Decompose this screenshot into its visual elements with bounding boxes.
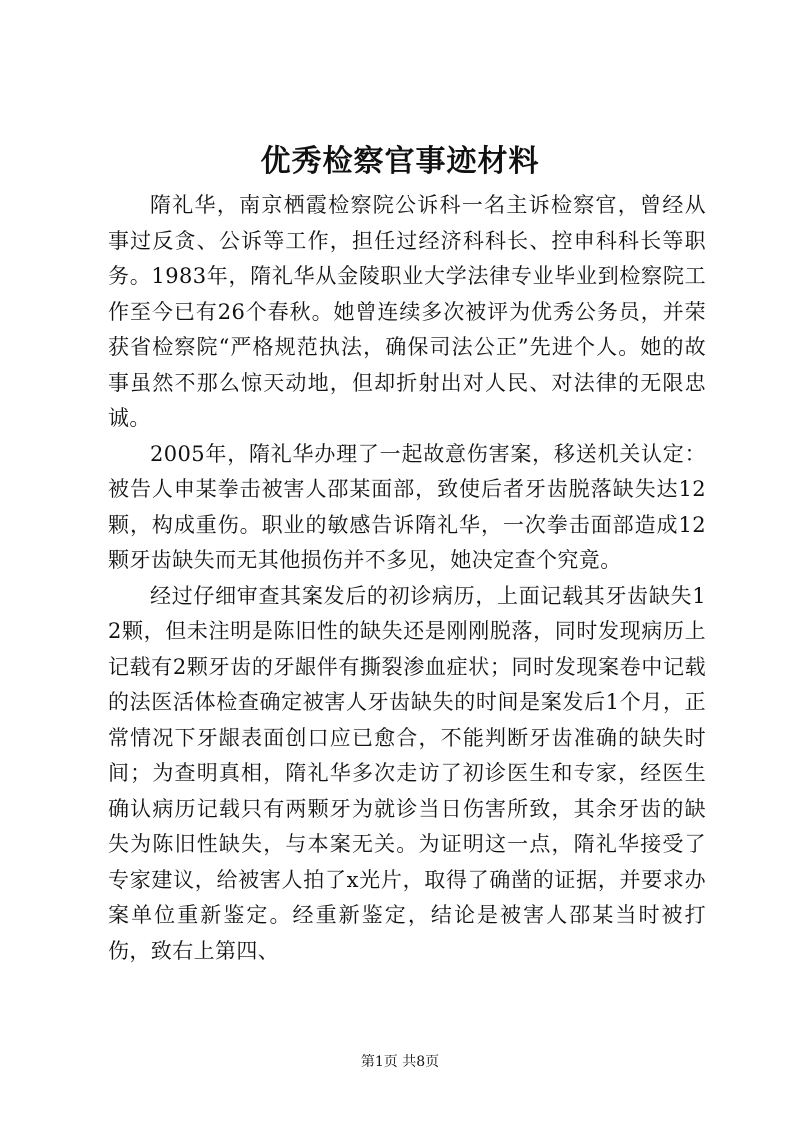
paragraph-2: 2005年，隋礼华办理了一起故意伤害案，移送机关认定：被告人申某拳击被害人邵某面部，致使后者牙齿脱落缺失达12颗，构成重伤。职业的敏感告诉隋礼华，一次拳击面部造成12颗牙齿缺失而无其他损伤并不多见，她决定查个究竟。 <box>108 441 706 572</box>
document-title: 优秀检察官事迹材料 <box>260 144 540 179</box>
paragraph-3: 经过仔细审查其案发后的初诊病历，上面记载其牙齿缺失12颗，但未注明是陈旧性的缺失还是刚刚脱落，同时发现病历上记载有2颗牙齿的牙龈伴有撕裂渗血症状；同时发现案卷中记载的法医活体检查确定被害人牙齿缺失的时间是案发后1个月，正常情况下牙龈表面创口应已愈合，不能判断牙齿准确的缺失时间；为查明真相，隋礼华多次走访了初诊医生和专家，经医生确认病历记载只有两颗牙为就诊当日伤害所致，其余牙齿的缺失为陈旧性缺失，与本案无关。为证明这一点，隋礼华接受了专家建议，给被害人拍了x光片，取得了确凿的证据，并要求办案单位重新鉴定。经重新鉴定，结论是被害人邵某当时被打伤，致右上第四、 <box>108 583 706 963</box>
page-number-footer: 第1页 共8页 <box>360 1054 440 1070</box>
paragraph-1: 隋礼华，南京栖霞检察院公诉科一名主诉检察官，曾经从事过反贪、公诉等工作，担任过经济科科长、控申科科长等职务。1983年，隋礼华从金陵职业大学法律专业毕业到检察院工作至今已有26个春秋。她曾连续多次被评为优秀公务员，并荣获省检察院“严格规范执法，确保司法公正”先进个人。她的故事虽然不那么惊天动地，但却折射出对人民、对法律的无限忠诚。 <box>108 193 706 430</box>
document-body <box>108 188 706 969</box>
